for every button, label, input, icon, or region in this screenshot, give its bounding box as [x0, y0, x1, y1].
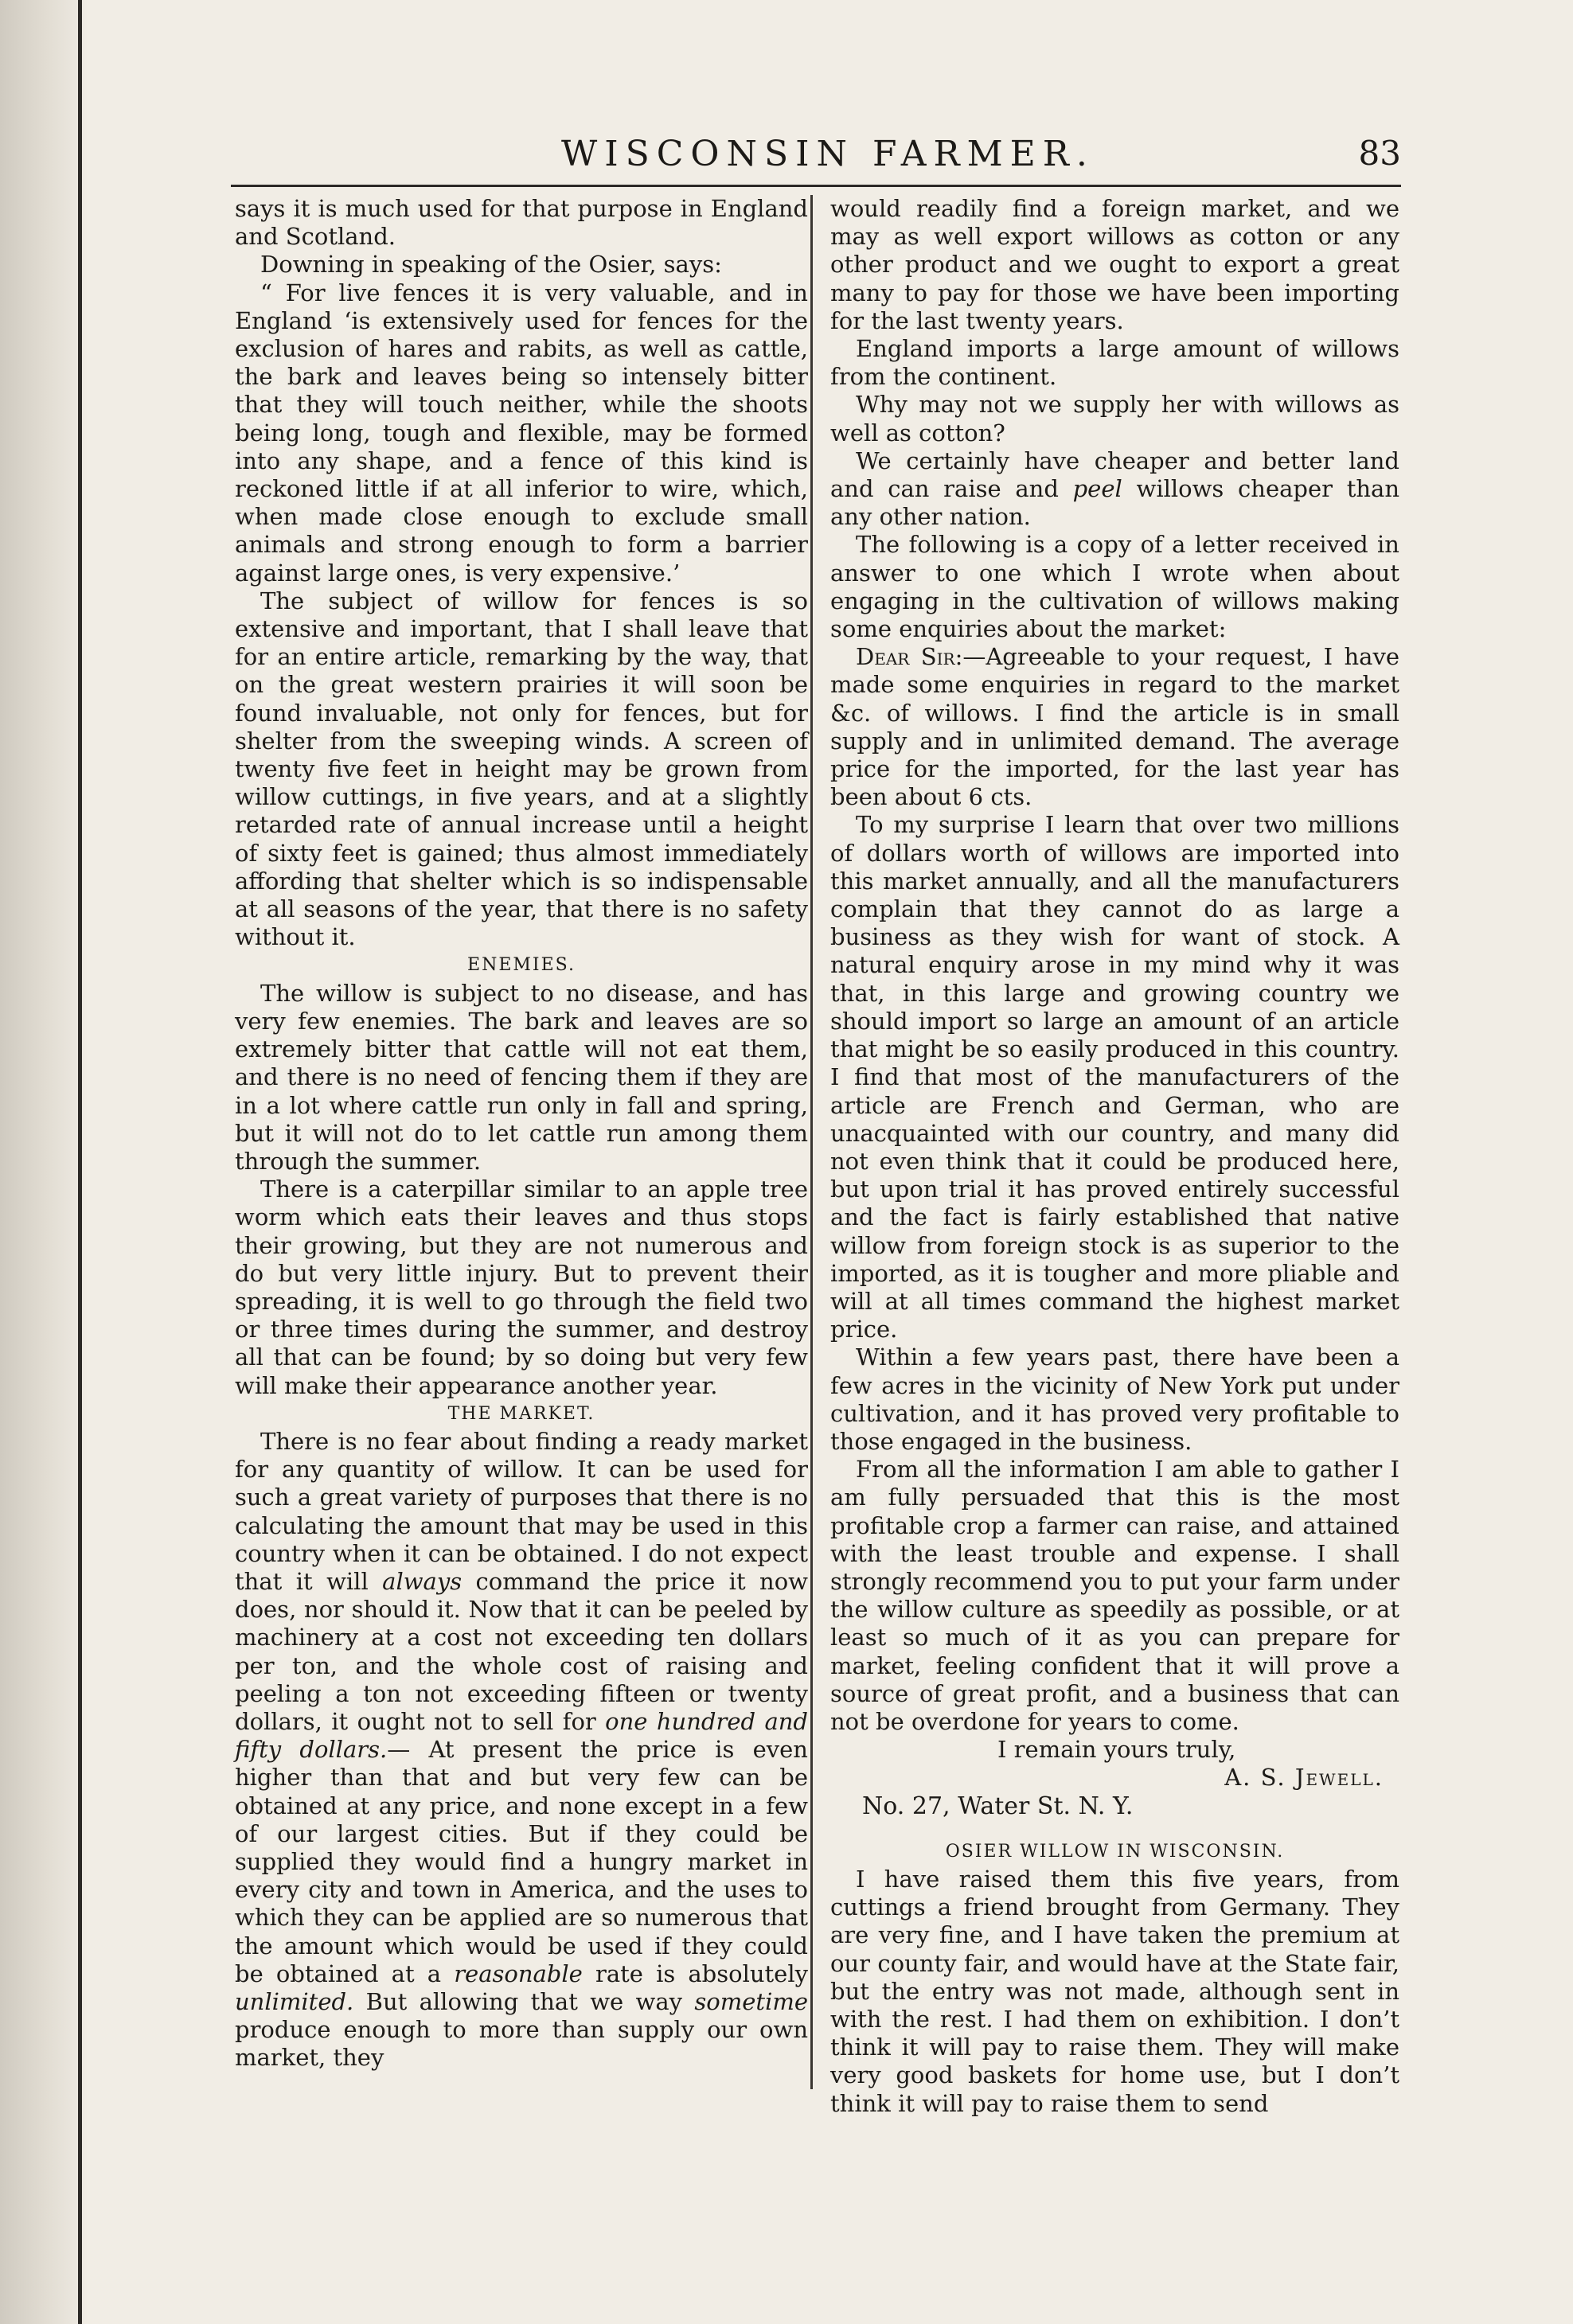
- text-run: produce enough to more than supply our own market, they: [235, 2016, 808, 2072]
- spacer: [830, 1820, 1399, 1838]
- paragraph: The subject of willow for fences is so extensive and important, that I shall leave that for an entire article, remarking by the way, that on the great western prairies it will soon be found invaluable, not only for fences, but for shelter from the sweeping winds. A screen of twenty five feet in height may be grown from willow cuttings, in five years, and at a slightly retarded rate of annual increase until a height of sixty feet is gained; thus almost immediately affording that shelter which is so indispensable at all seasons of the year, that there is no safety without it.: [235, 587, 808, 951]
- paragraph: would readily find a foreign market, and we may as well export willows as cotton or any other product and we ought to export a great many to pay for those we have been importing for the last twenty years.: [830, 195, 1399, 334]
- paragraph: Downing in speaking of the Osier, says:: [260, 251, 722, 279]
- section-heading-market: THE MARKET.: [447, 1403, 595, 1424]
- text-run: —Agreeable to your request, I have made some enquiries in regard to the market &c. of willows. I find the article is in small supply and in unlimited demand. The average price for the imported, for the last year has been about 6 cts.: [830, 643, 1399, 811]
- paragraph: The willow is subject to no disease, and has very few enemies. The bark and leaves are so extremely bitter that cattle will not eat them, and there is no need of fencing them if they are in a lot where cattle run only in fall and spring, but it will not do to let cattle run among them through the summer.: [235, 979, 808, 1175]
- salutation: Dear Sir:: [856, 643, 963, 671]
- column-divider: [810, 195, 813, 2089]
- letter-paragraph: To my surprise I learn that over two millions of dollars worth of willows are imported into this market annually, and all the manufacturers complain that they cannot do as large a business as they wish for want of stock. A natural enquiry arose in my mind why it was that, in this large and growing country we should import so large an amount of an article that might be so easily produced in this country. I find that most of the manufacturers of the article are French and German, who are unacquainted with our country, and many did not even think that it could be produced here, but upon trial it has proved entirely successful and the fact is fairly established that native willow from foreign stock is as superior to the imported, as it is tougher and more pliable and will at all times command the highest market price.: [830, 811, 1399, 1343]
- paragraph: Why may not we supply her with willows as well as cotton?: [830, 391, 1399, 446]
- paragraph: says it is much used for that purpose in England and Scotland.: [235, 195, 808, 251]
- italic-text: unlimited.: [235, 1988, 354, 2015]
- section-heading-enemies: ENEMIES.: [467, 955, 576, 976]
- text-run: rate is absolutely: [582, 1959, 808, 1987]
- text-run: — At present the price is even higher than that and but very few can be obtained at any price, and none except in a few of our largest cities. But if they could be supplied they would find a hungry market in every city and town in America, and the uses to which they can be applied are so numerous that the amount which would be used if they could be obtained at a: [235, 1736, 808, 1987]
- italic-text: peel: [1072, 475, 1122, 503]
- paragraph: The following is a copy of a letter received in answer to one which I wrote when about engaging in the cultivation of willows making some enquiries about the market:: [830, 531, 1399, 643]
- text-run: There is no fear about finding a ready market for any quantity of willow. It can be used for such a great variety of purposes that there is no calculating the amount that may be used in this country when it can be obtained. I do not expect that it will: [235, 1427, 808, 1595]
- letter-address: No. 27, Water St. N. Y.: [862, 1792, 1134, 1820]
- running-title: WISCONSIN FARMER.: [561, 134, 1095, 174]
- italic-text: one hundred and fifty dollars.: [235, 1707, 808, 1764]
- paragraph: England imports a large amount of willows from the continent.: [830, 335, 1399, 391]
- letter-paragraph: From all the information I am able to gather I am fully persuaded that this is the most profitable crop a farmer can raise, and attained with the least trouble and expense. I shall strongly recommend you to put your farm under the willow culture as speedily as possible, or at least so much of it as you can prepare for market, feeling confident that it will prove a source of great profit, and a business that can not be overdone for years to come.: [830, 1456, 1399, 1735]
- text-run: willows cheaper than any other nation.: [830, 475, 1399, 531]
- letter-paragraph: [830, 643, 1399, 811]
- letter-closing: I remain yours truly,: [997, 1736, 1236, 1764]
- italic-text: reasonable: [454, 1959, 583, 1987]
- paragraph: I have raised them this five years, from cuttings a friend brought from Germany. They are very fine, and I have taken the premium at our county fair, and would have at the State fair, but the entry was not made, although sent in with the rest. I had them on exhibition. I don’t think it will pay to raise them. They will make very good baskets for home use, but I don’t think it will pay to raise them to send: [830, 1865, 1399, 2117]
- letter-paragraph: Within a few years past, there have been a few acres in the vicinity of New York put under cultivation, and it has proved very profitable to those engaged in the business.: [830, 1343, 1399, 1455]
- page-header: [231, 134, 1401, 181]
- right-column: [830, 195, 1399, 2118]
- paragraph: There is a caterpillar similar to an apple tree worm which eats their leaves and thus stops their growing, but they are not numerous and do but very little injury. But to prevent their spreading, it is well to go through the field two or three times during the summer, and destroy all that can be found; by so doing but very few will make their appearance another year.: [235, 1176, 808, 1399]
- italic-text: sometime: [694, 1988, 808, 2015]
- italic-text: always: [382, 1567, 463, 1595]
- section-heading-osier: OSIER WILLOW IN WISCONSIN.: [945, 1841, 1285, 1862]
- text-run: We certainly have cheaper and better land and can raise and: [830, 446, 1399, 503]
- quoted-paragraph: “ For live fences it is very valuable, and in England ‘is extensively used for fences for the exclusion of hares and rabits, as well as cattle, the bark and leaves being so intensely bitter that they will touch neither, while the shoots being long, tough and flexible, may be formed into any shape, and a fence of this kind is reckoned little if at all inferior to wire, which, when made close enough to exclude small animals and strong enough to form a barrier against large ones, is very expensive.’: [235, 279, 808, 587]
- page-edge-shadow: [0, 0, 88, 2324]
- header-rule: [231, 185, 1401, 187]
- letter-signature: A. S. Jewell.: [1224, 1764, 1384, 1792]
- paragraph: [830, 447, 1399, 532]
- left-column: [235, 195, 808, 2072]
- page-number: 83: [1358, 134, 1401, 173]
- paragraph: [235, 1428, 808, 2072]
- text-run: But allowing that we way: [353, 1988, 695, 2015]
- text-run: command the price it now does, nor should it. Now that it can be peeled by machinery at a cost not exceeding ten dollars per ton, and the whole cost of raising and peeling a ton not exceeding fifteen or twenty dollars, it ought not to sell for: [235, 1567, 808, 1735]
- binding-line: [78, 0, 82, 2324]
